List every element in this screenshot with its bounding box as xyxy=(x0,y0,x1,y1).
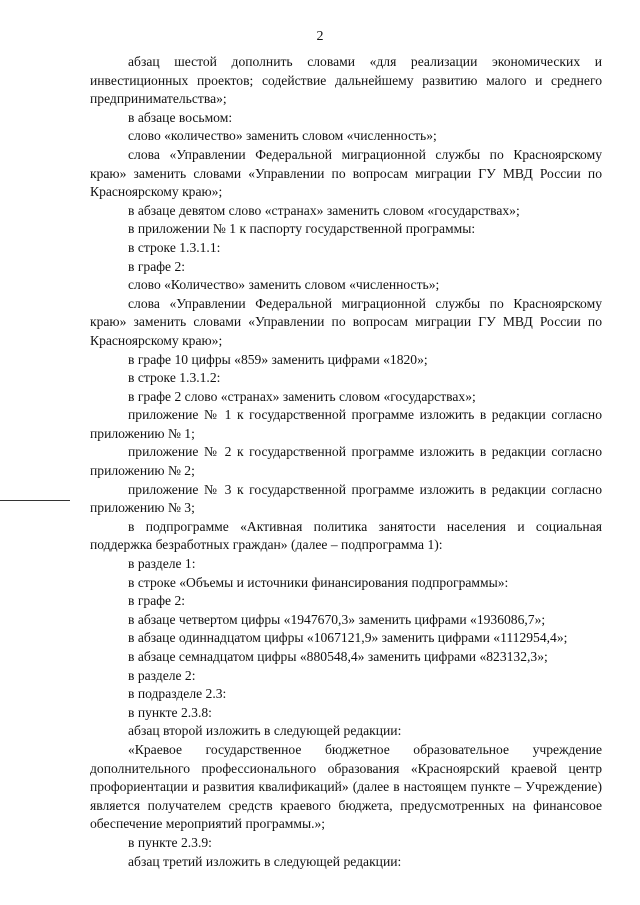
paragraph: в абзаце семнадцатом цифры «880548,4» заменить цифрами «823132,3»; xyxy=(128,649,548,664)
paragraph: приложение № 2 к государственной программе изложить в редакции согласно приложению № 2; xyxy=(90,444,602,479)
paragraph: в строке 1.3.1.2: xyxy=(128,370,221,386)
paragraph: абзац второй изложить в следующей редакции: xyxy=(128,723,402,739)
paragraph: приложение № 1 к государственной программе изложить в редакции согласно приложению № 1; xyxy=(90,407,602,441)
paragraph: в строке «Объемы и источники финансирования подпрограммы»: xyxy=(128,574,509,590)
paragraph: «Краевое государственное бюджетное образовательное учреждение дополнительного профессионального образования «Красноярский краевой центр профориентации и развития квалификаций» (далее в настоящем пункте – Учреждение) является получателем средств краевого бюджета, предусмотренных на финансовое обеспечение мероприятий программы.»; xyxy=(90,741,602,832)
paragraph: абзац третий изложить в следующей редакции: xyxy=(128,853,402,869)
paragraph: в абзаце одиннадцатом цифры «1067121,9» заменить цифрами «1112954,4»; xyxy=(128,630,568,646)
paragraph: в графе 10 цифры «859» заменить цифрами «1820»; xyxy=(128,351,428,367)
paragraph: в подразделе 2.3: xyxy=(128,686,227,702)
paragraph: слово «Количество» заменить словом «численность»; xyxy=(128,277,440,293)
paragraph: в разделе 1: xyxy=(128,556,196,572)
paragraph: в разделе 2: xyxy=(128,667,196,683)
paragraph: абзац шестой дополнить словами «для реализации экономических и инвестиционных проектов; содействие дальнейшему развитию малого и среднего предпринимательства»; xyxy=(90,54,602,107)
paragraph: слово «количество» заменить словом «численность»; xyxy=(128,128,437,144)
paragraph: в графе 2: xyxy=(128,258,186,274)
paragraph: в приложении № 1 к паспорту государственной программы: xyxy=(128,221,476,237)
paragraph: в графе 2: xyxy=(128,593,186,609)
paragraph: в пункте 2.3.9: xyxy=(128,834,212,850)
paragraph: в подпрограмме «Активная политика занятости населения и социальная поддержка безработных граждан» (далее – подпрограмма 1): xyxy=(90,518,602,553)
paragraph: слова «Управлении Федеральной миграционной службы по Красноярскому краю» заменить словами «Управлении по вопросам миграции ГУ МВД России по Красноярскому краю»; xyxy=(90,295,602,348)
paragraph: в графе 2 слово «странах» заменить словом «государствах»; xyxy=(128,388,476,404)
paragraph: в абзаце восьмом: xyxy=(128,109,233,125)
margin-rule xyxy=(0,500,70,501)
paragraph: слова «Управлении Федеральной миграционной службы по Красноярскому краю» заменить словами «Управлении по вопросам миграции ГУ МВД России по Красноярскому краю»; xyxy=(90,146,602,200)
page-number: 2 xyxy=(316,29,324,44)
paragraph: приложение № 3 к государственной программе изложить в редакции согласно приложению № 3; xyxy=(90,481,602,516)
paragraph: в абзаце девятом слово «странах» заменить словом «государствах»; xyxy=(128,202,520,218)
paragraph: в пункте 2.3.8: xyxy=(128,704,212,720)
document-body xyxy=(90,53,602,871)
paragraph: в абзаце четвертом цифры «1947670,3» заменить цифрами «1936086,7»; xyxy=(128,611,546,627)
paragraph: в строке 1.3.1.1: xyxy=(128,239,221,255)
